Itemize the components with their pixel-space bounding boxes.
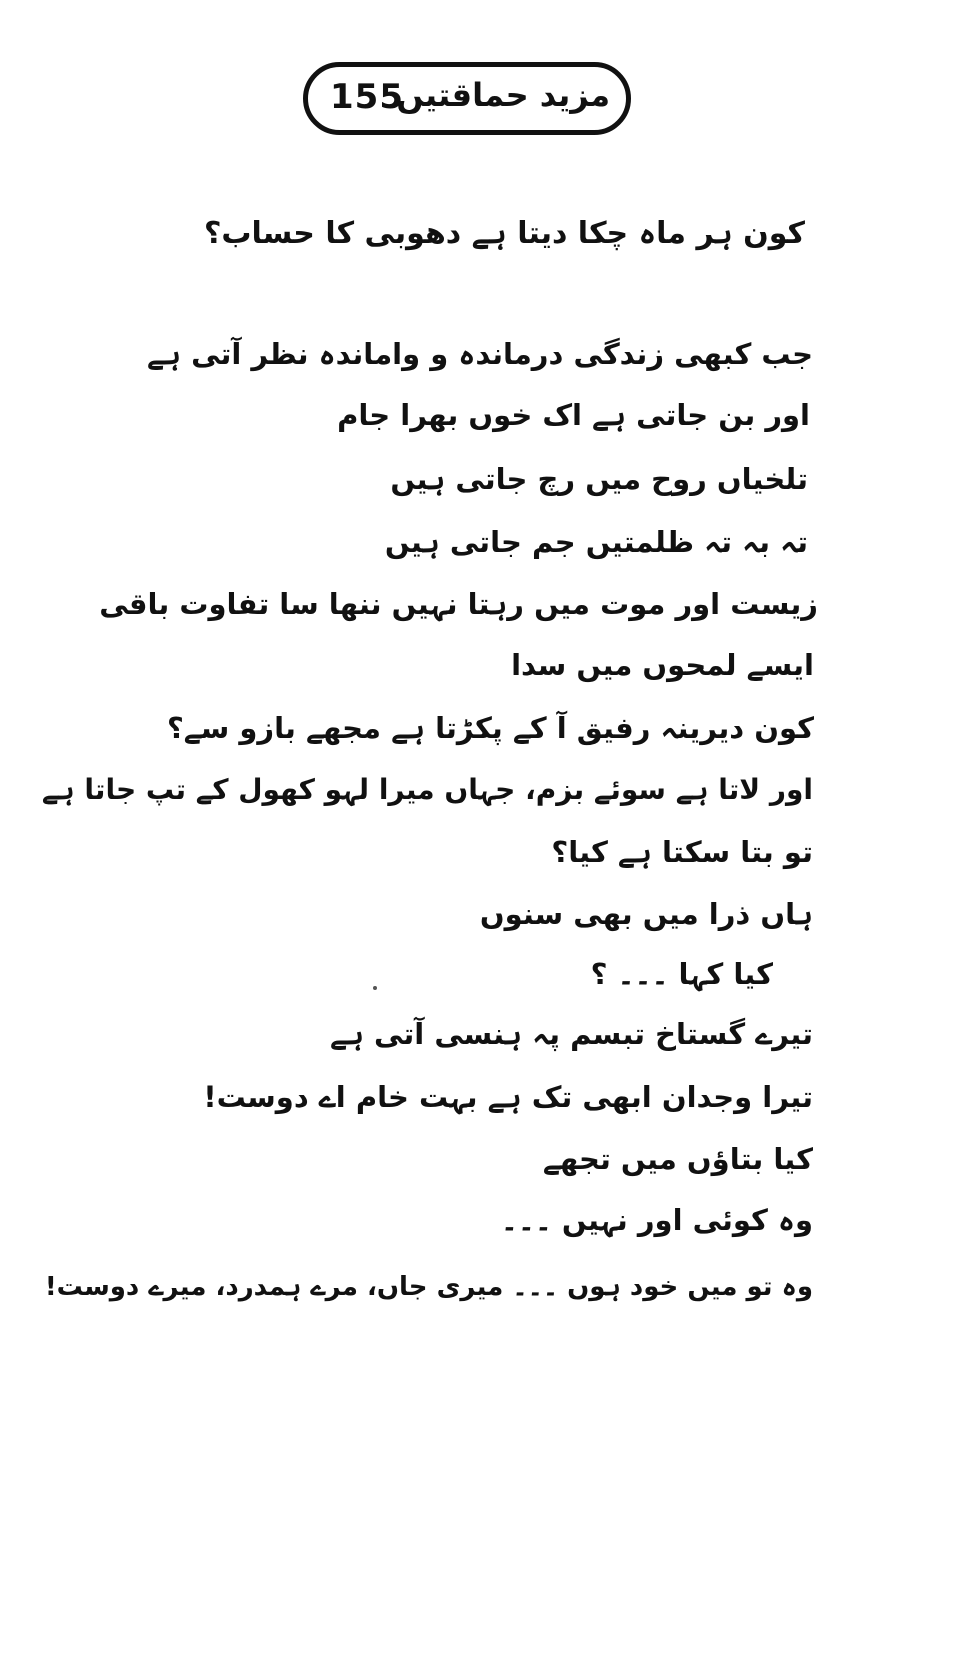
book-title: مزید حماقتیں xyxy=(396,76,610,114)
poem-line-12: تیرے گستاخ تبسم پہ ہنسی آتی ہے xyxy=(329,1017,813,1051)
poem-line-2: اور بن جاتی ہے اک خوں بھرا جام xyxy=(337,398,810,432)
poem-line-4: تہ بہ تہ ظلمتیں جم جاتی ہیں xyxy=(384,525,808,559)
poem-line-14: کیا بتاؤں میں تجھے xyxy=(542,1142,813,1176)
poem-line-13: تیرا وجدان ابھی تک ہے بہت خام اے دوست! xyxy=(203,1080,813,1114)
poem-line-5: زیست اور موت میں رہتا نہیں ننھا سا تفاوت باقی xyxy=(99,587,818,621)
poem-line-1: جب کبھی زندگی درماندہ و واماندہ نظر آتی ہے xyxy=(147,337,813,371)
poem-line-11: کیا کہا ۔۔۔ ؟ xyxy=(590,957,773,991)
poem-line-15: وہ کوئی اور نہیں ۔۔۔ xyxy=(500,1203,813,1237)
poem-line-8: اور لاتا ہے سوئے بزم، جہاں میرا لہو کھول کے تپ جاتا ہے xyxy=(41,773,813,806)
scan-speck xyxy=(373,986,377,990)
poem-line-10: ہاں ذرا میں بھی سنوں xyxy=(479,897,813,931)
poem-line-7: کون دیرینہ رفیق آ کے پکڑتا ہے مجھے بازو سے؟ xyxy=(166,711,814,745)
page-number: 155 xyxy=(330,77,404,117)
poem-line-16: وہ تو میں خود ہوں ۔۔۔ میری جاں، مرے ہمدرد، میرے دوست! xyxy=(44,1272,813,1302)
poem-heading: کون ہر ماہ چکا دیتا ہے دھوبی کا حساب؟ xyxy=(203,216,805,251)
poem-line-9: تو بتا سکتا ہے کیا؟ xyxy=(551,835,813,869)
poem-line-3: تلخیاں روح میں رچ جاتی ہیں xyxy=(390,462,808,496)
poem-line-6: ایسے لمحوں میں سدا xyxy=(511,648,814,682)
